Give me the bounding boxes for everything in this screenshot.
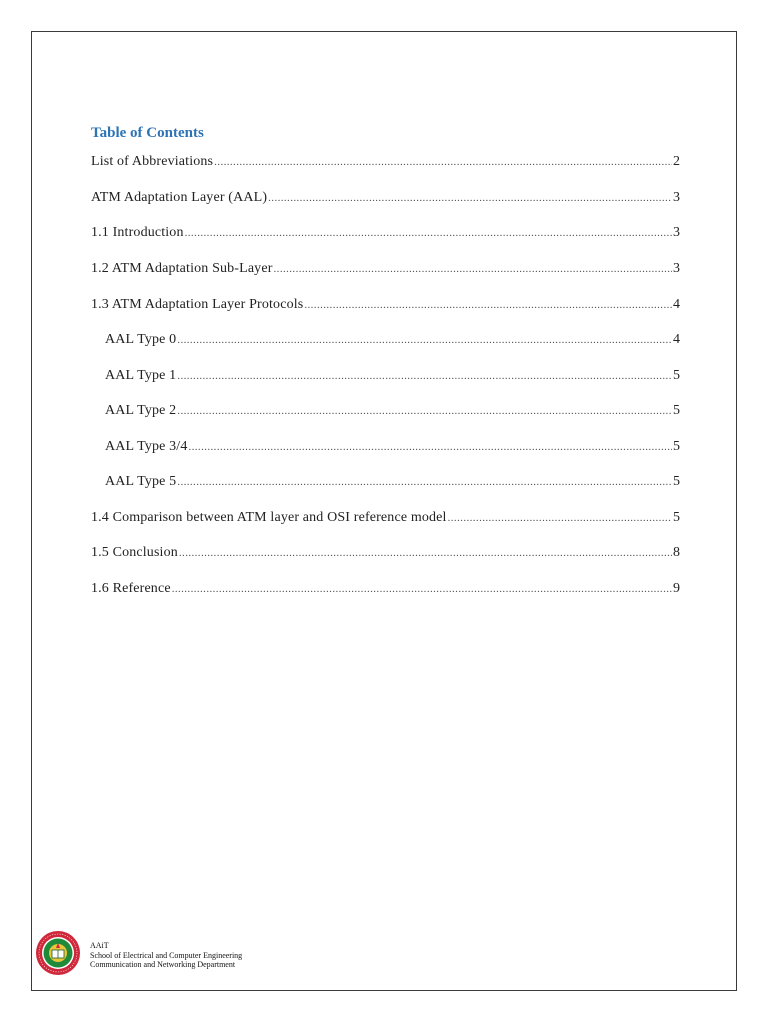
toc-entry-text: 1.6 Reference xyxy=(91,581,171,596)
toc-page-number: 5 xyxy=(673,439,680,454)
dot-leader xyxy=(179,547,672,559)
toc-entry-aal[interactable] xyxy=(91,190,680,210)
toc-entry-text: 1.1 Introduction xyxy=(91,225,184,240)
toc-page-number: 5 xyxy=(673,510,680,525)
document-page xyxy=(31,31,737,991)
toc-entry-aal-type-5[interactable] xyxy=(105,474,680,494)
dot-leader xyxy=(177,476,672,488)
toc-entry-text: 1.5 Conclusion xyxy=(91,545,178,560)
dot-leader xyxy=(177,334,672,346)
toc-entry-text: ATM Adaptation Layer (AAL) xyxy=(91,190,268,205)
toc-page-number: 4 xyxy=(673,332,680,347)
toc-page-number: 2 xyxy=(673,154,680,169)
toc-page-number: 8 xyxy=(673,545,680,560)
toc-entry-comparison[interactable] xyxy=(91,510,680,530)
footer-line-department: Communication and Networking Department xyxy=(90,960,236,969)
dot-leader xyxy=(448,512,672,524)
toc-page-number: 9 xyxy=(673,581,680,596)
toc-page-number: 5 xyxy=(673,403,680,418)
toc-entry-aal-type-0[interactable] xyxy=(105,332,680,352)
toc-page-number: 5 xyxy=(673,474,680,489)
toc-page-number: 3 xyxy=(673,225,680,240)
toc-entry-reference[interactable] xyxy=(91,581,680,601)
dot-leader xyxy=(214,156,672,168)
dot-leader xyxy=(172,583,672,595)
toc-page-number: 3 xyxy=(673,261,680,276)
toc-entry-text: List of Abbreviations xyxy=(91,154,214,169)
footer-line-aait: AAiT xyxy=(90,941,109,950)
toc-entry-aal-type-3-4[interactable] xyxy=(105,439,680,459)
toc-entry-introduction[interactable] xyxy=(91,225,680,245)
toc-title: Table of Contents xyxy=(91,125,204,141)
toc-entry-aal-type-1[interactable] xyxy=(105,368,680,388)
footer-line-school: School of Electrical and Computer Engineering xyxy=(90,950,243,960)
toc-entry-text: AAL Type 3/4 xyxy=(105,439,188,454)
toc-entry-text: AAL Type 0 xyxy=(105,332,177,347)
dot-leader xyxy=(188,441,672,453)
dot-leader xyxy=(268,192,672,204)
dot-leader xyxy=(177,370,672,382)
toc-page-number: 4 xyxy=(673,297,680,312)
toc-entry-sublayer[interactable] xyxy=(91,261,680,281)
toc-entry-text: AAL Type 2 xyxy=(105,403,177,418)
footer-institution xyxy=(90,941,242,970)
dot-leader xyxy=(185,227,672,239)
dot-leader xyxy=(177,405,672,417)
toc-page-number: 3 xyxy=(673,190,680,205)
toc-entry-text: 1.4 Comparison between ATM layer and OSI reference model xyxy=(91,510,447,525)
university-seal-icon xyxy=(35,930,81,976)
toc-entry-aal-type-2[interactable] xyxy=(105,403,680,423)
toc-entry-conclusion[interactable] xyxy=(91,545,680,565)
toc-entry-text: 1.2 ATM Adaptation Sub-Layer xyxy=(91,261,273,276)
toc-entry-text: AAL Type 5 xyxy=(105,474,177,489)
toc-page-number: 5 xyxy=(673,368,680,383)
toc-entry-text: AAL Type 1 xyxy=(105,368,177,383)
toc-entry-protocols[interactable] xyxy=(91,297,680,317)
dot-leader xyxy=(274,263,672,275)
toc-entry-abbreviations[interactable] xyxy=(91,154,680,174)
toc-entry-text: 1.3 ATM Adaptation Layer Protocols xyxy=(91,297,304,312)
dot-leader xyxy=(304,299,672,311)
